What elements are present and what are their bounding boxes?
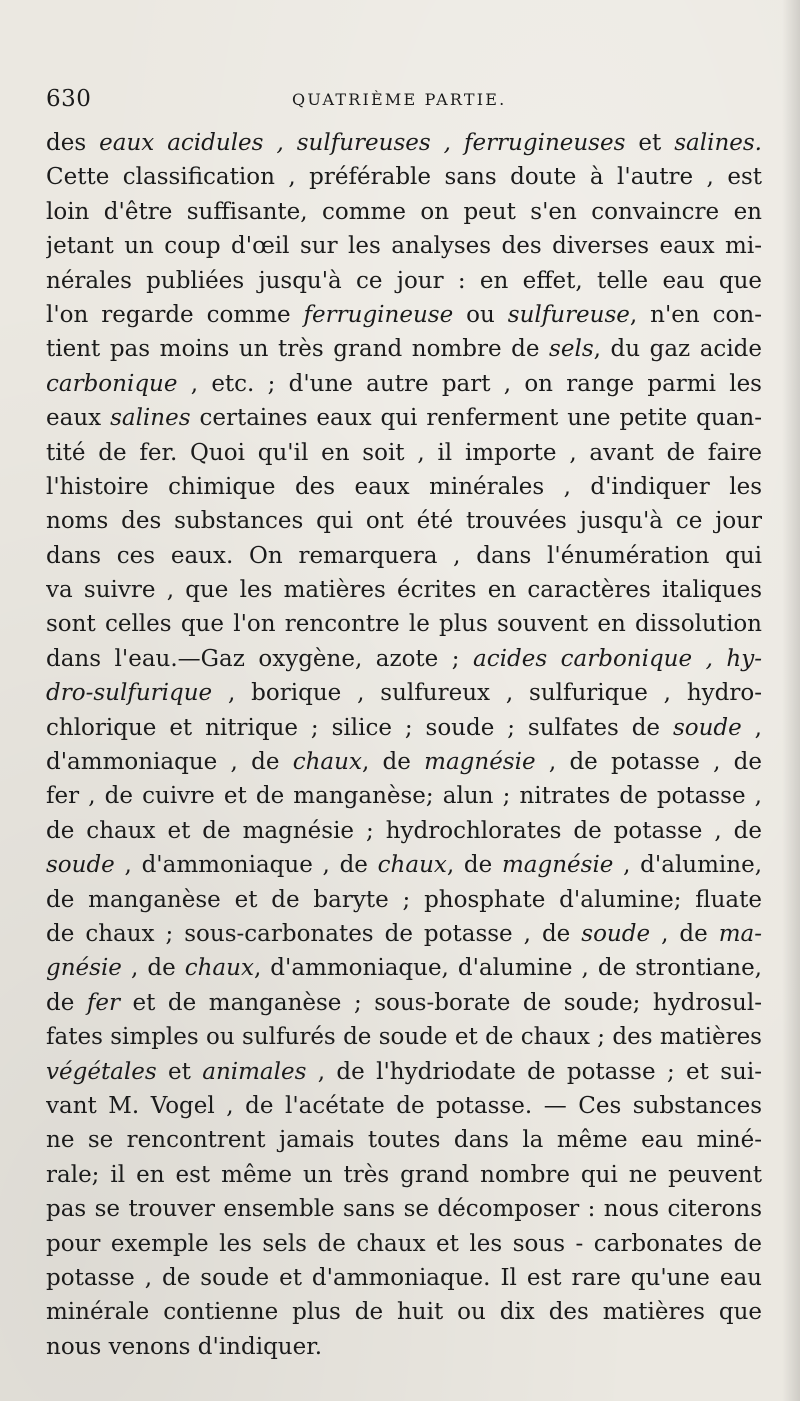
text-segment: et de manganèse ; sous-borate de soude; hydrosul- [120, 989, 762, 1016]
page-edge-shadow [782, 0, 800, 1401]
text-segment: et [156, 1058, 203, 1085]
text-line [46, 229, 762, 263]
text-segment: , borique , sulfureux , sulfurique , hydro- [212, 680, 762, 707]
text-line [46, 1227, 762, 1261]
italic-text: ferrugineuse [303, 301, 454, 328]
text-segment: pour exemple les sels de chaux et les sous - carbonates de [46, 1230, 762, 1257]
text-line [46, 1330, 762, 1364]
text-segment: de manganèse et de baryte ; phosphate d'alumine; fluate [46, 886, 762, 913]
text-segment: ne se rencontrent jamais toutes dans la même eau miné- [46, 1127, 762, 1154]
text-segment: fer , de cuivre et de manganèse; alun ; nitrates de potasse , [46, 783, 762, 810]
text-line [46, 848, 762, 882]
text-segment: , de [446, 852, 502, 879]
text-line [46, 539, 762, 573]
italic-text: sels [549, 336, 594, 363]
text-segment: des [46, 130, 100, 156]
text-segment: , d'ammoniaque , de [114, 852, 378, 879]
text-segment: eaux [46, 405, 111, 432]
italic-text: salines [110, 405, 191, 432]
text-segment: de chaux ; sous-carbonates de potasse , de [46, 920, 582, 947]
text-segment: loin d'être suffisante, comme on peut s'en convaincre en [46, 198, 762, 225]
text-segment: , de [361, 749, 425, 776]
text-segment: , etc. ; d'une autre part , on range parmi les [177, 370, 762, 397]
text-segment: tité de fer. Quoi qu'il en soit , il importe , avant de faire [46, 439, 762, 466]
text-line [46, 195, 762, 229]
text-line [46, 1295, 762, 1329]
text-line [46, 745, 762, 779]
text-segment: dans l'eau.—Gaz oxygène, azote ; [46, 645, 474, 672]
text-segment: rale; il en est même un très grand nombre qui ne peuvent [46, 1161, 762, 1188]
text-line [46, 607, 762, 641]
text-segment: vant M. Vogel , de l'acétate de potasse. — Ces substances [46, 1092, 762, 1119]
text-line [46, 951, 762, 985]
text-line [46, 367, 762, 401]
text-segment: Cette classification , préférable sans doute à l'autre , est [46, 164, 762, 191]
text-line [46, 1089, 762, 1123]
text-segment: tient pas moins un très grand nombre de [46, 336, 550, 363]
text-line [46, 436, 762, 470]
text-segment: noms des substances qui ont été trouvées jusqu'à ce jour [46, 508, 762, 535]
italic-text: fer [86, 989, 120, 1016]
italic-text: acides carbonique , hy- [473, 645, 762, 672]
running-title: QUATRIÈME PARTIE. [292, 90, 507, 109]
text-line [46, 1192, 762, 1226]
text-segment: , de potasse , de [535, 749, 762, 776]
text-segment: fates simples ou sulfurés de soude et de chaux ; des matières [46, 1024, 762, 1051]
text-line [46, 779, 762, 813]
italic-text: chaux [377, 852, 447, 879]
italic-text: soude [46, 852, 115, 879]
text-segment: nérales publiées jusqu'à ce jour : en effet, telle eau que [46, 267, 762, 294]
page-number: 630 [46, 86, 92, 112]
text-segment: chlorique et nitrique ; silice ; soude ; sulfates de [46, 714, 673, 741]
text-segment: certaines eaux qui renferment une petite quan- [190, 405, 762, 432]
text-segment: de [46, 989, 87, 1016]
text-line [46, 814, 762, 848]
text-segment: va suivre , que les matières écrites en caractères italiques [46, 577, 762, 604]
text-segment: l'histoire chimique des eaux minérales , d'indiquer les [46, 473, 762, 500]
text-line [46, 883, 762, 917]
text-line [46, 1158, 762, 1192]
text-segment: , d'ammoniaque, d'alumine , de strontiane, [253, 955, 762, 982]
text-line [46, 160, 762, 194]
text-line [46, 573, 762, 607]
italic-text: salines. [674, 130, 762, 156]
italic-text: chaux [292, 749, 362, 776]
text-segment: , de [121, 955, 185, 982]
text-segment: nous venons d'indiquer. [46, 1333, 322, 1360]
text-segment: sont celles que l'on rencontre le plus souvent en dissolution [46, 611, 762, 638]
text-line [46, 504, 762, 538]
italic-text: magnésie [501, 852, 614, 879]
italic-text: ma- [718, 920, 762, 947]
text-line [46, 470, 762, 504]
italic-text: soude [581, 920, 651, 947]
text-line [46, 986, 762, 1020]
text-line [46, 126, 762, 160]
italic-text: carbonique [46, 370, 178, 397]
text-line [46, 1055, 762, 1089]
text-segment: potasse , de soude et d'ammoniaque. Il est rare qu'une eau [46, 1264, 762, 1291]
italic-text: sulfureuse [507, 301, 630, 328]
text-segment: , de l'hydriodate de potasse ; et sui- [306, 1058, 762, 1085]
text-line [46, 676, 762, 710]
text-segment: et [625, 130, 675, 156]
text-segment: dans ces eaux. On remarquera , dans l'énumération qui [46, 542, 762, 569]
text-line [46, 332, 762, 366]
text-segment: d'ammoniaque , de [46, 749, 293, 776]
text-line [46, 298, 762, 332]
text-line [46, 711, 762, 745]
italic-text: eaux acidules , sulfureuses , ferrugineuses [99, 130, 626, 156]
text-segment: l'on regarde comme [46, 301, 304, 328]
italic-text: végétales [46, 1058, 157, 1085]
text-segment: , d'alumine, [613, 852, 762, 879]
text-line [46, 401, 762, 435]
text-line [46, 917, 762, 951]
italic-text: magnésie [424, 749, 536, 776]
italic-text: gnésie [46, 955, 122, 982]
italic-text: soude [672, 714, 742, 741]
text-segment: de chaux et de magnésie ; hydrochlorates de potasse , de [46, 817, 762, 844]
italic-text: dro-sulfurique [46, 680, 213, 707]
text-segment: ou [453, 301, 508, 328]
italic-text: animales [202, 1058, 307, 1085]
running-head [46, 86, 766, 116]
text-line [46, 264, 762, 298]
text-line [46, 642, 762, 676]
text-segment: jetant un coup d'œil sur les analyses des diverses eaux mi- [46, 233, 762, 260]
text-segment: , du gaz acide [593, 336, 762, 363]
text-segment: , n'en con- [629, 301, 762, 328]
text-segment: minérale contienne plus de huit ou dix des matières que [46, 1299, 762, 1326]
text-line [46, 1261, 762, 1295]
text-segment: pas se trouver ensemble sans se décomposer : nous citerons [46, 1196, 762, 1223]
italic-text: chaux [184, 955, 254, 982]
text-line [46, 1123, 762, 1157]
text-line [46, 1020, 762, 1054]
body-text [46, 126, 762, 1364]
text-segment: , de [650, 920, 719, 947]
text-segment: , [741, 714, 762, 741]
